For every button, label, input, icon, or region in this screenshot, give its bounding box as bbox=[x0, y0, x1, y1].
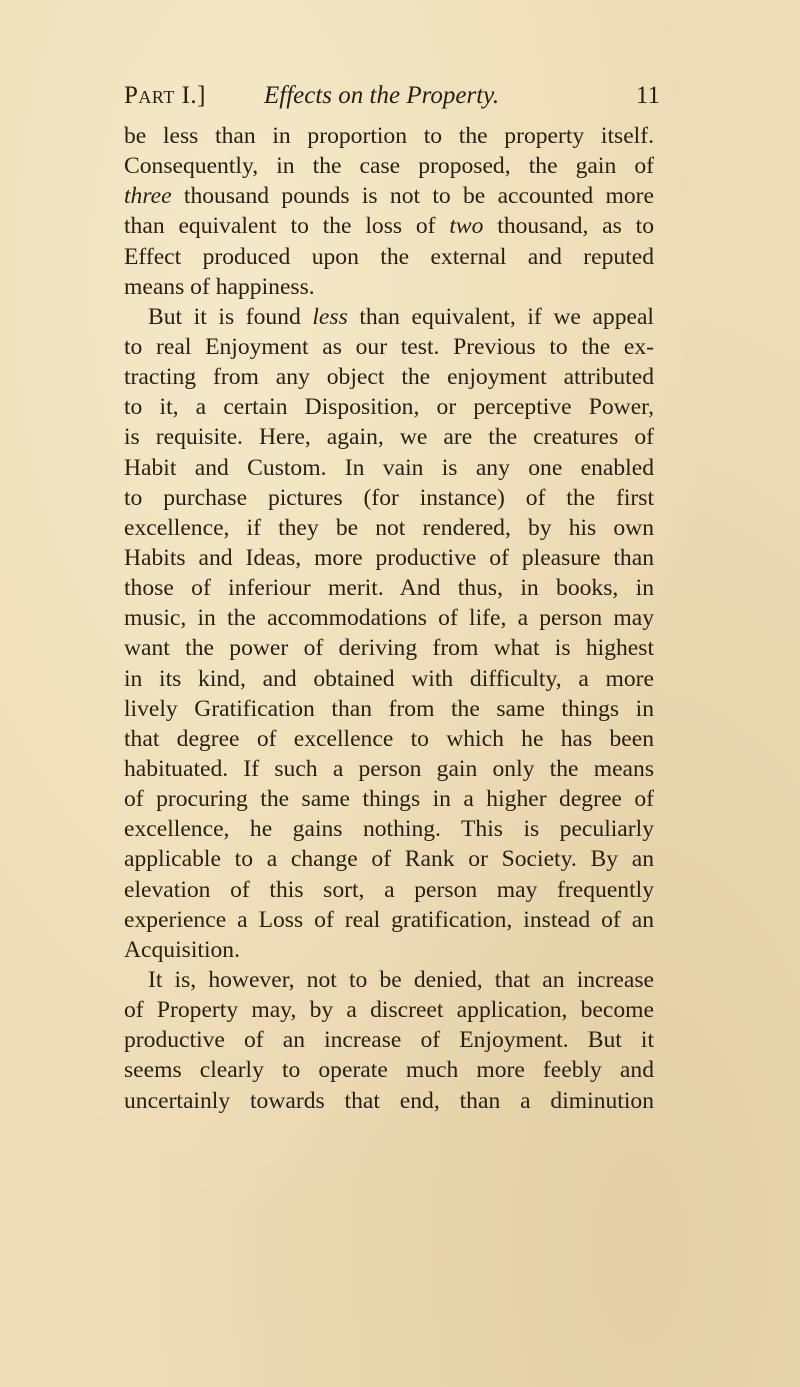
page-number: 11 bbox=[635, 82, 660, 109]
text-line bbox=[124, 875, 654, 905]
italic-word: three bbox=[124, 183, 172, 210]
body-text bbox=[124, 121, 654, 1116]
text-line bbox=[124, 664, 654, 694]
text-segment: in its kind, and obtained with difficulty, a more bbox=[124, 665, 654, 692]
text-segment: is requisite. Here, again, we are the creatures of bbox=[124, 424, 654, 451]
text-segment: applicable to a change of Rank or Society. By an bbox=[124, 846, 654, 873]
text-segment: elevation of this sort, a person may frequently bbox=[124, 876, 654, 903]
text-line bbox=[124, 633, 654, 663]
text-line bbox=[124, 905, 654, 935]
text-segment: productive of an increase of Enjoyment. But it bbox=[124, 1027, 654, 1054]
text-segment: thousand pounds is not to be accounted more bbox=[171, 183, 654, 210]
text-segment: Habits and Ideas, more productive of pleasure than bbox=[124, 544, 654, 571]
text-line bbox=[124, 272, 654, 302]
text-line bbox=[124, 573, 654, 603]
text-segment: means of happiness. bbox=[124, 273, 315, 300]
text-line bbox=[124, 513, 654, 543]
text-segment: Consequently, in the case proposed, the gain of bbox=[124, 153, 654, 180]
text-line bbox=[124, 724, 654, 754]
text-line bbox=[124, 935, 654, 965]
text-segment: of Property may, by a discreet application, become bbox=[124, 997, 654, 1024]
text-segment: that degree of excellence to which he has been bbox=[124, 725, 654, 752]
text-segment: to purchase pictures (for instance) of the first bbox=[124, 484, 654, 511]
text-line bbox=[124, 392, 654, 422]
part-label: Part I.] bbox=[124, 82, 206, 109]
text-line bbox=[124, 814, 654, 844]
text-line bbox=[124, 453, 654, 483]
text-line bbox=[124, 1055, 654, 1085]
text-segment: thousand, as to bbox=[483, 213, 655, 240]
text-segment: tracting from any object the enjoyment attributed bbox=[124, 364, 654, 391]
text-segment: Habit and Custom. In vain is any one enabled bbox=[124, 454, 654, 481]
text-segment: uncertainly towards that end, than a diminution bbox=[124, 1087, 654, 1114]
text-line bbox=[124, 483, 654, 513]
text-segment: to it, a certain Disposition, or perceptive Power, bbox=[124, 394, 654, 421]
text-segment: But it is found bbox=[148, 303, 313, 330]
text-line bbox=[124, 603, 654, 633]
text-line bbox=[124, 422, 654, 452]
text-segment: Acquisition. bbox=[124, 936, 240, 963]
text-segment: excellence, if they be not rendered, by his own bbox=[124, 514, 654, 541]
text-line bbox=[124, 1086, 654, 1116]
text-segment: seems clearly to operate much more feebly and bbox=[124, 1057, 654, 1084]
chapter-title: Effects on the Property. bbox=[264, 82, 500, 109]
italic-word: less bbox=[312, 303, 348, 330]
text-line bbox=[124, 242, 654, 272]
text-line bbox=[124, 181, 654, 211]
text-line bbox=[124, 543, 654, 573]
text-line bbox=[124, 362, 654, 392]
text-line bbox=[124, 844, 654, 874]
text-segment: experience a Loss of real gratification, instead of an bbox=[124, 906, 654, 933]
text-segment: Effect produced upon the external and reputed bbox=[124, 243, 654, 270]
text-segment: of procuring the same things in a higher degree of bbox=[124, 786, 654, 813]
text-segment: to real Enjoyment as our test. Previous to the ex- bbox=[124, 333, 654, 360]
text-line bbox=[124, 1025, 654, 1055]
text-segment: It is, however, not to be denied, that an increase bbox=[148, 966, 654, 993]
text-segment: those of inferiour merit. And thus, in books, in bbox=[124, 575, 654, 602]
text-line bbox=[124, 121, 654, 151]
text-line bbox=[124, 965, 654, 995]
text-line bbox=[124, 302, 654, 332]
text-segment: be less than in proportion to the property itself. bbox=[124, 123, 654, 149]
text-segment: habituated. If such a person gain only the means bbox=[124, 755, 654, 782]
text-line bbox=[124, 211, 654, 241]
text-segment: than equivalent to the loss of bbox=[124, 213, 450, 240]
text-line bbox=[124, 332, 654, 362]
text-line bbox=[124, 754, 654, 784]
text-segment: music, in the accommodations of life, a person may bbox=[124, 605, 654, 632]
text-line bbox=[124, 694, 654, 724]
italic-word: two bbox=[449, 213, 484, 240]
text-line bbox=[124, 995, 654, 1025]
text-segment: want the power of deriving from what is highest bbox=[124, 635, 654, 662]
running-head bbox=[124, 82, 660, 112]
text-line bbox=[124, 784, 654, 814]
text-segment: than equivalent, if we appeal bbox=[347, 303, 654, 330]
text-segment: lively Gratification than from the same things in bbox=[124, 695, 654, 722]
text-line bbox=[124, 151, 654, 181]
text-segment: excellence, he gains nothing. This is peculiarly bbox=[124, 816, 654, 843]
